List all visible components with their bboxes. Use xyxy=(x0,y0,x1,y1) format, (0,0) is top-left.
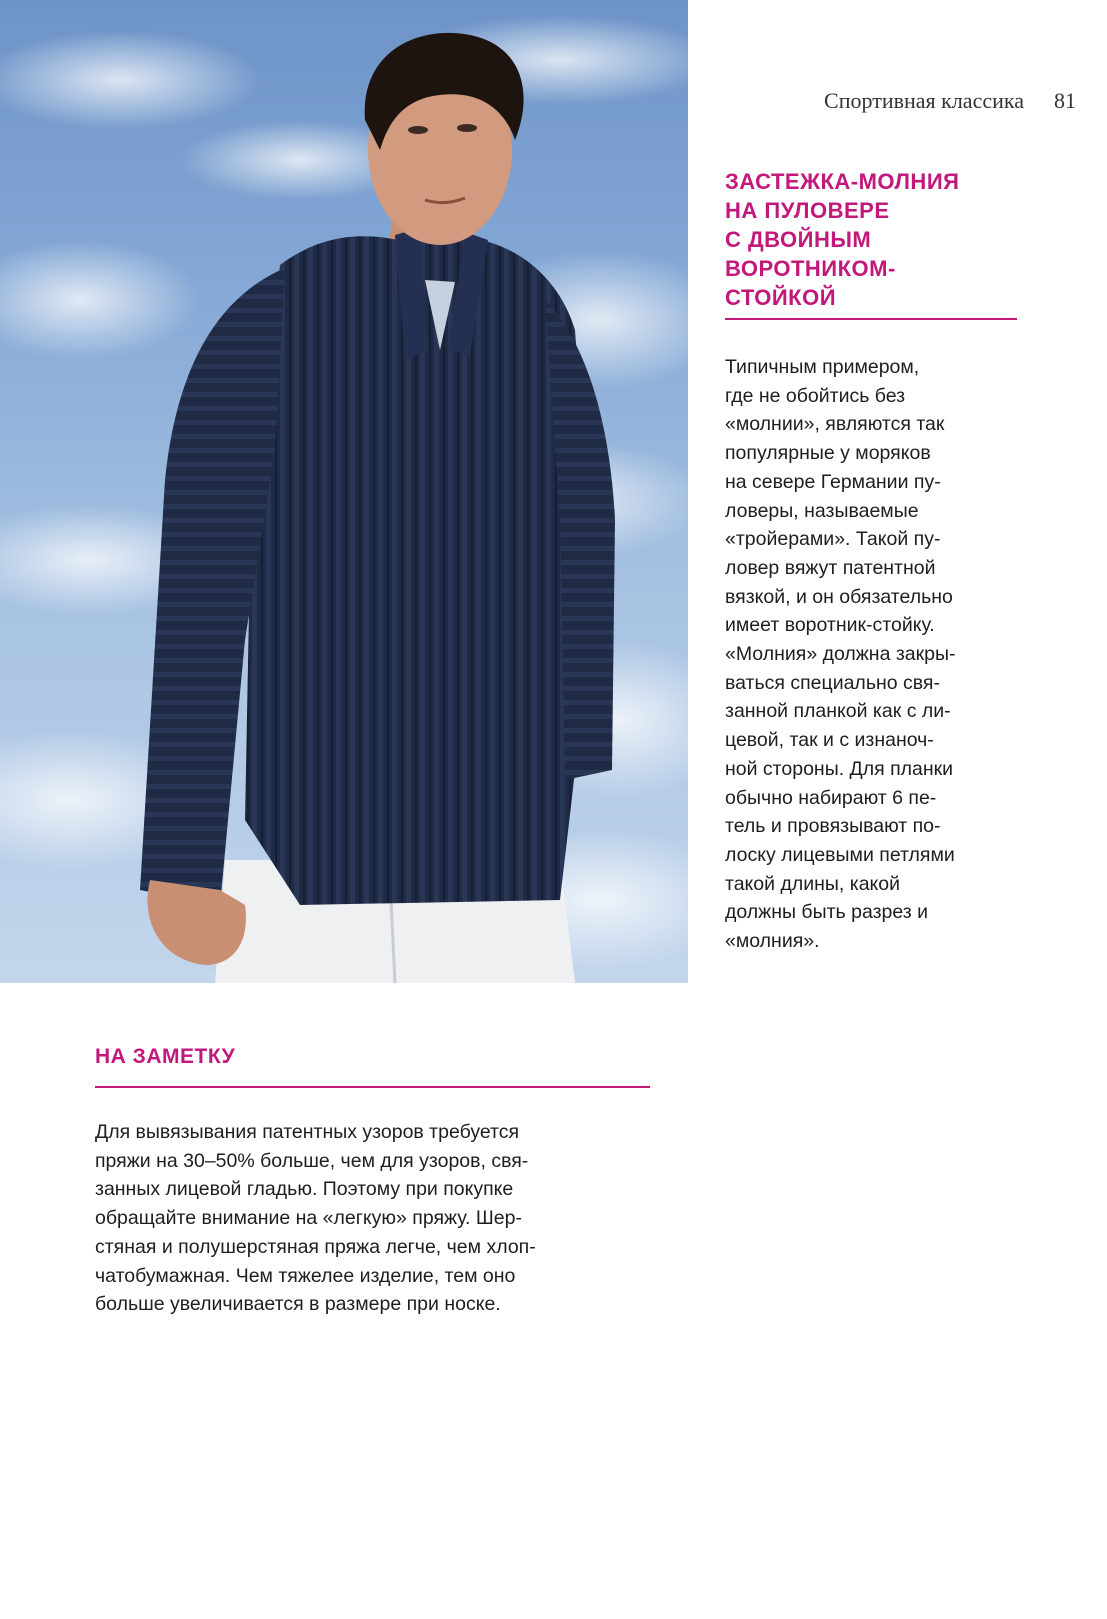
article-title: ЗАСТЕЖКА-МОЛНИЯ НА ПУЛОВЕРЕ С ДВОЙНЫМ ВОРОТНИКОМ- СТОЙКОЙ xyxy=(725,169,960,310)
note-body: Для вывязывания патентных узоров требуется пряжи на 30–50% больше, чем для узоров, свя- занных лицевой гладью. Поэтому при покупке обращайте внимание на «легкую» пряжу. Шер- стяная и полушерстяная пряжа легче, чем хлоп- чатобумажная. Чем тяжелее изделие, тем оно больше увеличивается в размере при носке. xyxy=(95,1121,536,1316)
running-head xyxy=(740,88,1076,114)
page-number: 81 xyxy=(1054,88,1076,113)
article-body: Типичным примером, где не обойтись без «молнии», являются так популярные у моряков на севере Германии пу- ловеры, называемые «тройерами». Такой пу- ловер вяжут патентной вязкой, и он обязательно имеет воротник-стойку. «Молния» должна закры- ваться специально свя- занной планкой как с ли- цевой, так и с изнаноч- ной стороны. Для планки обычно набирают 6 пе- тель и провязывают по- лоску лицевыми петлями такой длины, какой должны быть разрез и «молния». xyxy=(725,356,956,953)
photo-man-in-ribbed-sweater xyxy=(0,0,688,983)
running-head-section: Спортивная классика xyxy=(824,88,1024,113)
note-divider xyxy=(95,1086,650,1088)
photo-illustration xyxy=(0,0,688,983)
title-divider xyxy=(725,318,1017,320)
note-title: НА ЗАМЕТКУ xyxy=(95,1045,236,1068)
